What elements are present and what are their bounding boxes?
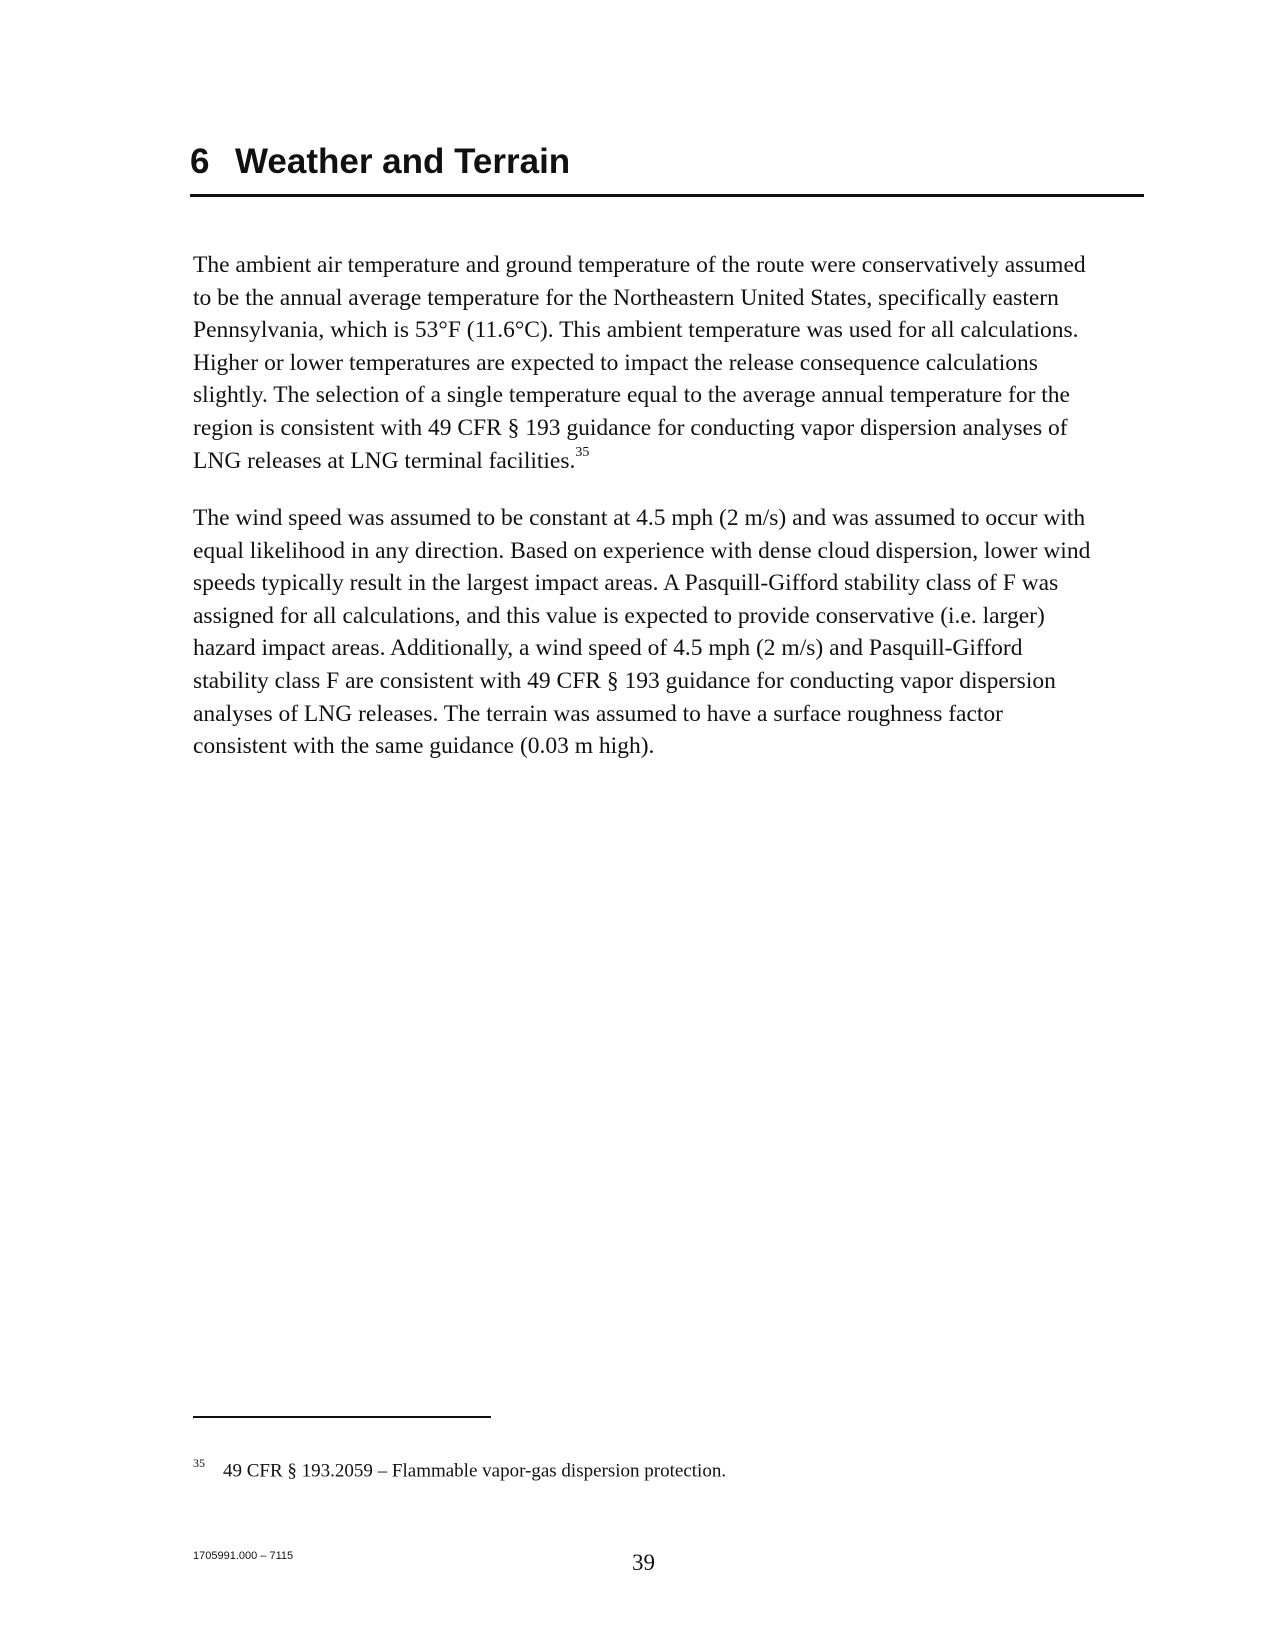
paragraph-wind xyxy=(193,502,1153,763)
paragraph-temperature xyxy=(193,249,1153,477)
text-line: slightly. The selection of a single temperature equal to the average annual temperature for the xyxy=(193,382,1070,409)
text-line: The ambient air temperature and ground temperature of the route were conservatively assumed xyxy=(193,252,1086,278)
section-heading xyxy=(190,142,1144,197)
document-id: 1705991.000 – 7115 xyxy=(193,1550,294,1562)
section-number: 6 xyxy=(190,142,210,181)
footnote-mark: 35 xyxy=(193,1456,205,1470)
footnote xyxy=(193,1453,726,1483)
text-line: Higher or lower temperatures are expected to impact the release consequence calculations xyxy=(193,349,1038,376)
text-line: The wind speed was assumed to be constant at 4.5 mph (2 m/s) and was assumed to occur with xyxy=(193,505,1086,531)
text-line: hazard impact areas. Additionally, a wind speed of 4.5 mph (2 m/s) and Pasquill-Gifford xyxy=(193,635,1023,662)
text-line: to be the annual average temperature for the Northeastern United States, specifically eastern xyxy=(193,284,1059,311)
text-line: consistent with the same guidance (0.03 m high). xyxy=(193,733,655,760)
page-number: 39 xyxy=(632,1550,655,1575)
text-line: region is consistent with 49 CFR § 193 guidance for conducting vapor dispersion analyses of xyxy=(193,414,1068,441)
footnote-text: 49 CFR § 193.2059 – Flammable vapor-gas dispersion protection. xyxy=(223,1460,727,1482)
text-line-last xyxy=(193,445,1153,478)
text-line: stability class F are consistent with 49 CFR § 193 guidance for conducting vapor dispersion xyxy=(193,667,1056,694)
text-line: analyses of LNG releases. The terrain was assumed to have a surface roughness factor xyxy=(193,700,1004,727)
text-line-content: LNG releases at LNG terminal facilities. xyxy=(193,447,576,474)
text-line: assigned for all calculations, and this value is expected to provide conservative (i.e. larger) xyxy=(193,602,1045,629)
text-line: speeds typically result in the largest impact areas. A Pasquill-Gifford stability class of F was xyxy=(193,570,1059,597)
section-title: Weather and Terrain xyxy=(235,142,571,181)
text-line: equal likelihood in any direction. Based on experience with dense cloud dispersion, lower wind xyxy=(193,537,1091,564)
footnote-reference[interactable]: 35 xyxy=(575,444,590,460)
footnote-divider xyxy=(193,1416,491,1418)
text-line: Pennsylvania, which is 53°F (11.6°C). This ambient temperature was used for all calculations. xyxy=(193,317,1079,344)
